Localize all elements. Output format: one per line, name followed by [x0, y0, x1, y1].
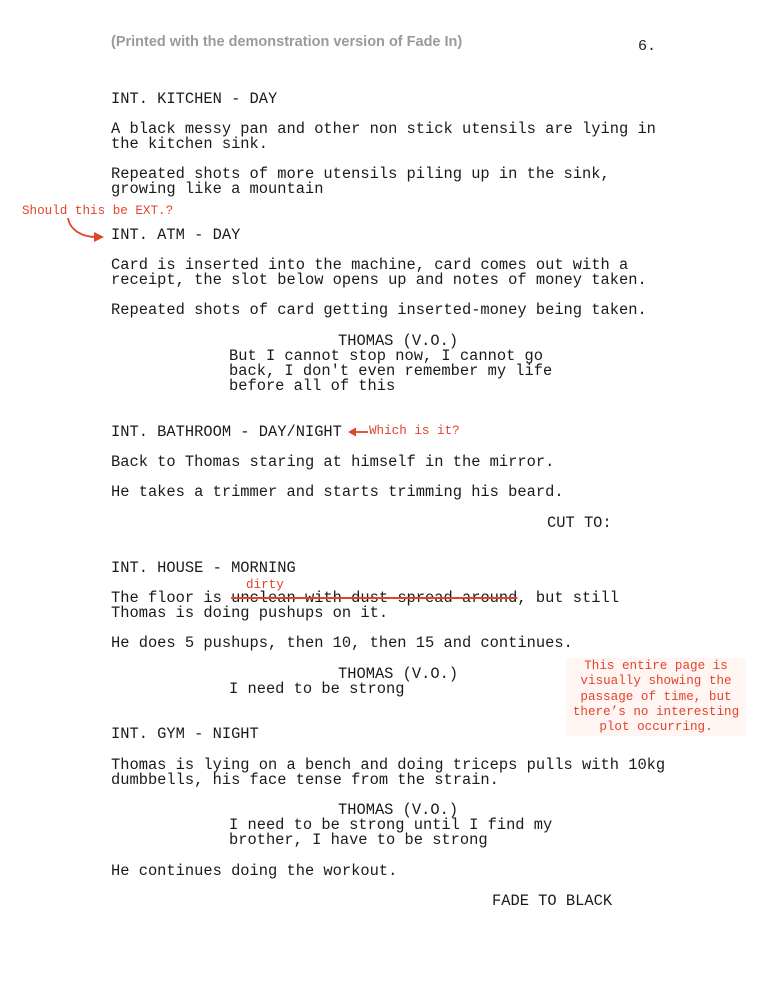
curved-arrow-icon: [60, 216, 110, 246]
action-line: He continues doing the workout.: [111, 862, 398, 880]
action-text: , but still: [517, 589, 619, 607]
dialogue-line: I need to be strong: [229, 680, 405, 698]
action-text: The floor is: [111, 589, 232, 607]
action-line: Card is inserted into the machine, card comes out with a: [111, 256, 629, 274]
action-line: Repeated shots of more utensils piling up in the sink,: [111, 165, 610, 183]
action-line: Back to Thomas staring at himself in the mirror.: [111, 453, 555, 471]
transition-fade: FADE TO BLACK: [492, 892, 613, 910]
scene-heading-kitchen: INT. KITCHEN - DAY: [111, 90, 278, 108]
summary-line: This entire page is: [584, 659, 728, 673]
character-name: THOMAS (V.O.): [338, 665, 459, 683]
left-arrow-icon: [347, 426, 369, 438]
scene-heading-atm: INT. ATM - DAY: [111, 226, 241, 244]
which-question-note: Which is it?: [369, 424, 460, 438]
character-name: THOMAS (V.O.): [338, 801, 459, 819]
action-line: growing like a mountain: [111, 180, 324, 198]
summary-line: visually showing the: [580, 674, 732, 689]
transition-cut-to: CUT TO:: [547, 514, 612, 532]
summary-line: plot occurring.: [599, 720, 713, 735]
demo-watermark: (Printed with the demonstration version of Fade In): [111, 34, 463, 50]
action-line: A black messy pan and other non stick utensils are lying in: [111, 120, 656, 138]
dialogue-line: But I cannot stop now, I cannot go: [229, 347, 544, 365]
struck-text: unclean with dust spread around: [231, 589, 518, 607]
dialogue-line: brother, I have to be strong: [229, 831, 488, 849]
action-line: Repeated shots of card getting inserted-money being taken.: [111, 301, 647, 319]
scene-heading-bathroom: INT. BATHROOM - DAY/NIGHT: [111, 423, 342, 441]
insert-word-note: dirty: [246, 578, 284, 592]
action-line: receipt, the slot below opens up and notes of money taken.: [111, 271, 647, 289]
action-line: Thomas is lying on a bench and doing triceps pulls with 10kg: [111, 756, 666, 774]
action-line: He does 5 pushups, then 10, then 15 and continues.: [111, 634, 573, 652]
action-line: Thomas is doing pushups on it.: [111, 604, 389, 622]
dialogue-line: before all of this: [229, 377, 396, 395]
action-line: dumbbells, his face tense from the strain.: [111, 771, 499, 789]
ext-question-note: Should this be EXT.?: [22, 204, 174, 218]
scene-heading-house: INT. HOUSE - MORNING: [111, 559, 296, 577]
character-name: THOMAS (V.O.): [338, 332, 459, 350]
summary-line: there’s no interesting: [572, 704, 740, 719]
summary-line: passage of time, but: [580, 689, 732, 704]
action-line: the kitchen sink.: [111, 135, 269, 153]
dialogue-line: I need to be strong until I find my: [229, 816, 553, 834]
dialogue-line: back, I don't even remember my life: [229, 362, 553, 380]
page-number: 6.: [638, 38, 657, 55]
summary-note: [566, 658, 746, 736]
scene-heading-gym: INT. GYM - NIGHT: [111, 725, 259, 743]
action-line: He takes a trimmer and starts trimming his beard.: [111, 483, 564, 501]
